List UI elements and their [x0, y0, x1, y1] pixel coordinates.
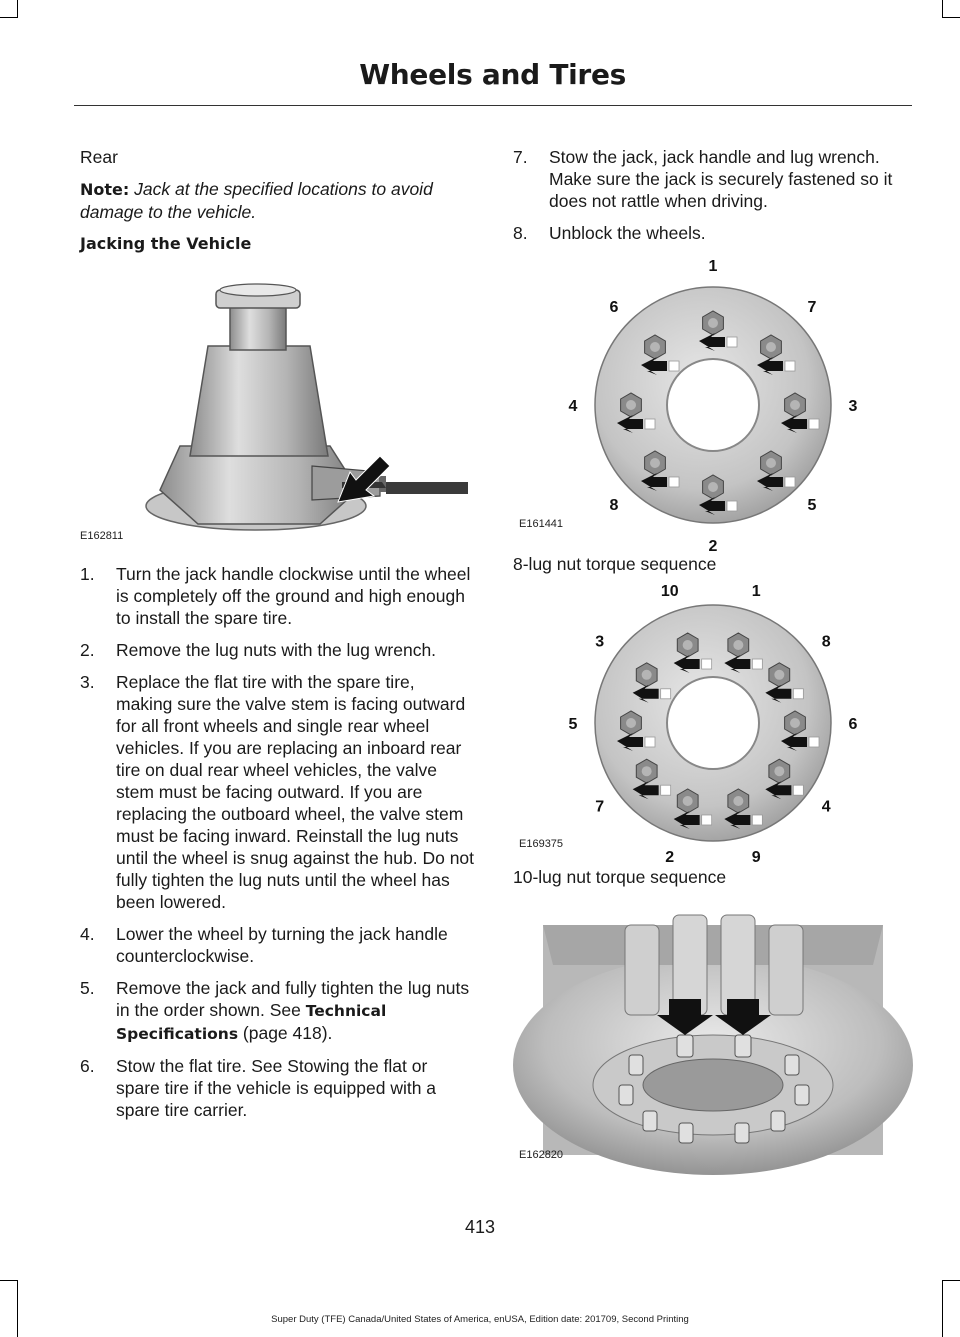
step-number: 7. — [513, 147, 528, 167]
page-title: Wheels and Tires — [359, 58, 626, 91]
steps-list — [80, 563, 475, 1121]
list-item — [80, 671, 475, 913]
step-text: Lower the wheel by turning the jack handle counterclockwise. — [116, 924, 448, 966]
step-text: Replace the flat tire with the spare tire, making sure the valve stem is facing outward for all front wheels and single rear wheel vehicles. If you are replacing an inboard rear tire on dual rear wheel vehicles, the valve stem must be facing outward. If you are replacing the outboard wheel, the valve stem must be facing inward. Reinstall the lug nuts until the wheel is snug against the hub. Do not fully tighten the lug nuts until the wheel has been lowered. — [116, 672, 475, 912]
note-text: Jack at the specified locations to avoid damage to the vehicle. — [80, 179, 433, 222]
list-item — [80, 563, 475, 629]
scissor-jack-illustration — [80, 276, 475, 546]
torque-sequence-label: 5 — [807, 496, 817, 514]
crop-mark-top-left-h — [0, 17, 18, 18]
page-number: 413 — [464, 1217, 496, 1237]
torque-sequence-label: 1 — [751, 582, 761, 600]
header-divider — [74, 105, 912, 106]
step-text: Unblock the wheels. — [549, 223, 706, 243]
torque-sequence-label: 2 — [665, 849, 675, 867]
step-number: 8. — [513, 223, 528, 243]
crop-mark-top-right-h — [942, 17, 960, 18]
torque-sequence-label: 9 — [751, 849, 761, 867]
list-item — [513, 146, 913, 212]
list-item — [513, 222, 913, 244]
figure-code: E161441 — [519, 518, 564, 530]
step-number: 1. — [80, 564, 95, 584]
torque-sequence-label: 4 — [568, 398, 578, 415]
center-bore — [667, 677, 759, 769]
figure-code: E169375 — [519, 838, 564, 850]
steps-list-continued — [513, 146, 913, 244]
step-number: 3. — [80, 672, 95, 692]
torque-sequence-label: 6 — [609, 299, 619, 317]
step-number: 5. — [80, 978, 95, 998]
step-text: Stow the flat tire. See Stowing the flat or spare tire if the vehicle is equipped with a spare tire carrier. — [116, 1056, 437, 1120]
list-item — [80, 1055, 475, 1121]
step-number: 6. — [80, 1056, 95, 1076]
eight-lug-figure — [513, 258, 913, 555]
ten-lug-caption: 10-lug nut torque sequence — [513, 867, 727, 887]
torque-sequence-label: 8 — [821, 633, 831, 651]
right-steps — [513, 146, 913, 254]
ten-lug-figure — [513, 582, 913, 867]
left-steps — [80, 563, 475, 1131]
crop-mark-bottom-right — [942, 1280, 943, 1337]
crop-mark-top-left — [17, 0, 18, 18]
note — [80, 178, 475, 223]
hub-figure — [513, 905, 913, 1165]
torque-sequence-label: 1 — [708, 258, 718, 275]
torque-sequence-label: 3 — [848, 398, 858, 415]
step-number: 2. — [80, 640, 95, 660]
crop-mark-top-right — [942, 0, 943, 18]
list-item — [80, 977, 475, 1045]
note-label: Note: — [80, 180, 130, 199]
list-item — [80, 639, 475, 661]
crop-mark-bottom-right-h — [942, 1280, 960, 1281]
eight-lug-wheel-diagram — [513, 258, 913, 555]
rear-label: Rear — [80, 147, 118, 167]
torque-sequence-label: 7 — [595, 798, 605, 816]
step-number: 4. — [80, 924, 95, 944]
section-heading: Jacking the Vehicle — [80, 234, 252, 253]
torque-sequence-label: 8 — [609, 496, 619, 514]
figure-code: E162811 — [80, 530, 124, 542]
torque-sequence-label: 2 — [708, 538, 718, 555]
jack-figure — [80, 276, 475, 546]
step-text: Stow the jack, jack handle and lug wrench. Make sure the jack is securely fastened so it does not rattle when driving. — [549, 147, 893, 211]
step-text: Remove the lug nuts with the lug wrench. — [116, 640, 437, 660]
left-column-top — [80, 146, 475, 255]
footer-edition: Super Duty (TFE) Canada/United States of America, enUSA, Edition date: 201709, Second Printing — [271, 1314, 689, 1325]
crop-mark-bottom-left — [17, 1280, 18, 1337]
torque-sequence-label: 6 — [848, 716, 858, 733]
crop-mark-bottom-left-h — [0, 1280, 18, 1281]
technical-specifications-link[interactable]: Technical Specifications — [116, 1002, 387, 1043]
torque-sequence-label: 10 — [660, 582, 679, 600]
ten-lug-wheel-diagram — [513, 582, 913, 867]
step-text: Turn the jack handle clockwise until the wheel is completely off the ground and high enough to install the spare tire. — [116, 564, 471, 628]
torque-sequence-label: 3 — [595, 633, 605, 651]
center-bore — [667, 359, 759, 451]
eight-lug-caption: 8-lug nut torque sequence — [513, 554, 717, 574]
wheel-hub-illustration — [513, 905, 913, 1165]
figure-code: E162820 — [519, 1149, 564, 1161]
step-text-after: (page 418). — [238, 1023, 333, 1043]
torque-sequence-label: 4 — [821, 798, 831, 816]
torque-sequence-label: 7 — [807, 299, 817, 317]
list-item — [80, 923, 475, 967]
step-text: Remove the jack and fully tighten the lug nuts in the order shown. See — [116, 978, 470, 1020]
torque-sequence-label: 5 — [568, 716, 578, 733]
